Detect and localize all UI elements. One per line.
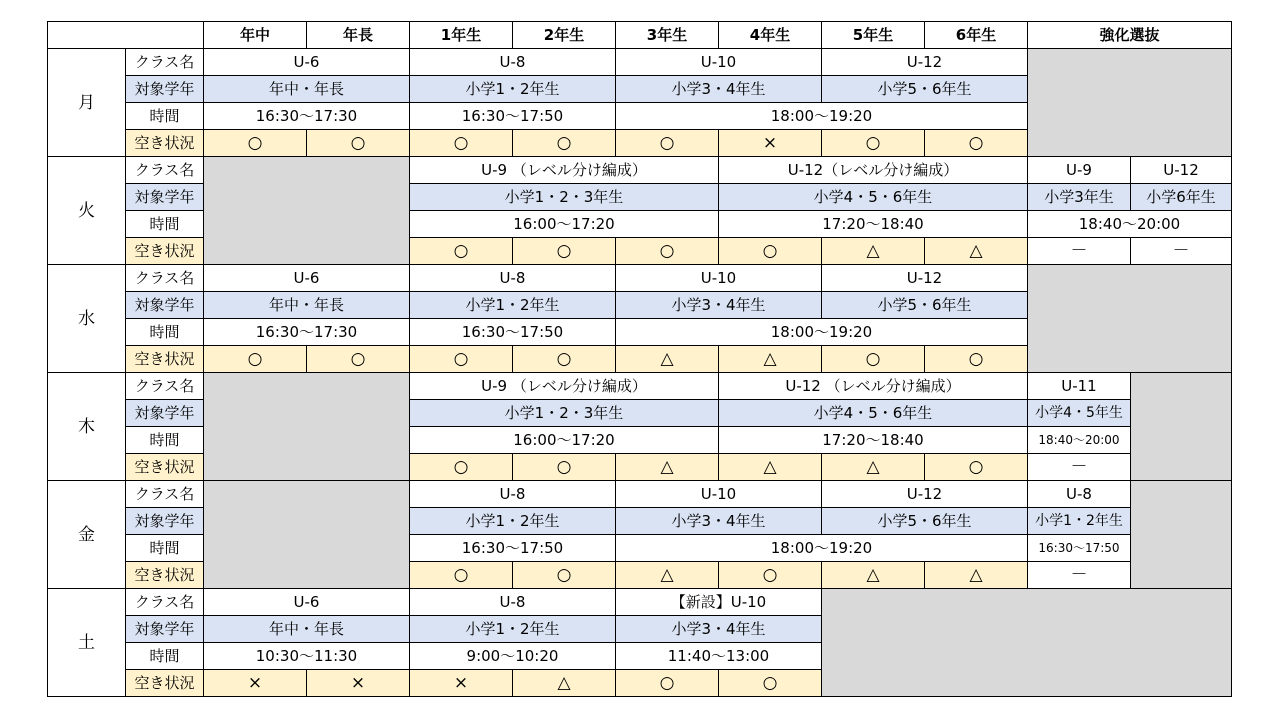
availability-cell: ○	[513, 346, 616, 373]
class-name-cell: U-8	[410, 265, 616, 292]
target-grade-cell: 小学3・4年生	[616, 616, 822, 643]
header-grade-2: 2年生	[513, 22, 616, 49]
header-nenchu: 年中	[204, 22, 307, 49]
target-grade-cell: 小学1・2年生	[1028, 508, 1131, 535]
availability-cell: ○	[513, 454, 616, 481]
target-grade-cell: 小学5・6年生	[822, 76, 1028, 103]
availability-cell: －	[1028, 238, 1131, 265]
header-grade-4: 4年生	[719, 22, 822, 49]
time-cell: 16:30～17:50	[1028, 535, 1131, 562]
availability-cell: ○	[616, 670, 719, 697]
availability-cell: ○	[204, 346, 307, 373]
availability-cell: △	[822, 562, 925, 589]
time-cell: 16:30～17:50	[410, 319, 616, 346]
target-grade-cell: 小学5・6年生	[822, 508, 1028, 535]
empty-cell	[204, 481, 410, 589]
availability-cell: ○	[307, 130, 410, 157]
availability-cell: －	[1028, 454, 1131, 481]
availability-cell: ○	[410, 562, 513, 589]
class-name-cell: U-8	[410, 481, 616, 508]
time-cell: 17:20～18:40	[719, 211, 1028, 238]
time-cell: 10:30～11:30	[204, 643, 410, 670]
class-name-label: クラス名	[126, 49, 204, 76]
availability-cell: ○	[822, 130, 925, 157]
day-label-tue: 火	[48, 157, 126, 265]
class-name-cell: U-10	[616, 265, 822, 292]
target-grade-cell: 小学6年生	[1131, 184, 1232, 211]
target-grade-cell: 小学4・5・6年生	[719, 400, 1028, 427]
time-cell: 16:00～17:20	[410, 427, 719, 454]
class-name-cell: U-12	[822, 49, 1028, 76]
availability-cell: ○	[616, 130, 719, 157]
time-cell: 9:00～10:20	[410, 643, 616, 670]
class-name-cell: U-8	[410, 589, 616, 616]
availability-label: 空き状況	[126, 238, 204, 265]
availability-cell: ○	[925, 346, 1028, 373]
availability-cell: ○	[204, 130, 307, 157]
class-name-cell: U-10	[616, 49, 822, 76]
availability-label: 空き状況	[126, 562, 204, 589]
availability-cell: ○	[410, 130, 513, 157]
day-label-thu: 木	[48, 373, 126, 481]
target-grade-cell: 小学3・4年生	[616, 292, 822, 319]
row-thu-class-row	[48, 373, 1232, 400]
availability-cell: ○	[410, 346, 513, 373]
day-label-mon: 月	[48, 49, 126, 157]
availability-cell: ○	[513, 562, 616, 589]
target-grade-label: 対象学年	[126, 76, 204, 103]
schedule-table	[47, 21, 1232, 697]
day-label-fri: 金	[48, 481, 126, 589]
availability-cell: ×	[307, 670, 410, 697]
class-name-label: クラス名	[126, 157, 204, 184]
empty-cell	[1028, 49, 1232, 157]
availability-cell: △	[925, 238, 1028, 265]
class-name-cell: U-11	[1028, 373, 1131, 400]
target-grade-cell: 小学1・2年生	[410, 292, 616, 319]
class-name-cell: U-9 （レベル分け編成）	[410, 373, 719, 400]
availability-cell: ○	[925, 130, 1028, 157]
row-sat-class-row	[48, 589, 1232, 616]
empty-cell	[822, 589, 1232, 697]
availability-cell: －	[1131, 238, 1232, 265]
row-tue-class-row	[48, 157, 1232, 184]
class-name-cell: U-8	[410, 49, 616, 76]
availability-cell: ○	[616, 238, 719, 265]
availability-label: 空き状況	[126, 346, 204, 373]
availability-cell: ×	[410, 670, 513, 697]
availability-cell: ○	[719, 670, 822, 697]
time-label: 時間	[126, 427, 204, 454]
target-grade-cell: 小学1・2・3年生	[410, 184, 719, 211]
class-name-cell: U-6	[204, 265, 410, 292]
availability-cell: ×	[204, 670, 307, 697]
target-grade-label: 対象学年	[126, 400, 204, 427]
header-grade-5: 5年生	[822, 22, 925, 49]
day-label-sat: 土	[48, 589, 126, 697]
target-grade-cell: 小学1・2年生	[410, 616, 616, 643]
target-grade-cell: 小学1・2・3年生	[410, 400, 719, 427]
availability-cell: ○	[410, 238, 513, 265]
day-label-wed: 水	[48, 265, 126, 373]
class-name-cell: U-6	[204, 49, 410, 76]
availability-cell: ○	[307, 346, 410, 373]
class-name-cell: U-12（レベル分け編成）	[719, 157, 1028, 184]
time-cell: 16:30～17:50	[410, 535, 616, 562]
time-cell: 18:00～19:20	[616, 319, 1028, 346]
target-grade-cell: 小学1・2年生	[410, 76, 616, 103]
empty-cell	[1028, 265, 1232, 373]
time-cell: 17:20～18:40	[719, 427, 1028, 454]
time-cell: 18:00～19:20	[616, 103, 1028, 130]
header-grade-6: 6年生	[925, 22, 1028, 49]
row-mon-class-row	[48, 49, 1232, 76]
target-grade-label: 対象学年	[126, 292, 204, 319]
target-grade-label: 対象学年	[126, 616, 204, 643]
class-name-cell: U-12	[822, 265, 1028, 292]
class-name-cell: U-6	[204, 589, 410, 616]
availability-cell: ○	[719, 238, 822, 265]
target-grade-cell: 年中・年長	[204, 76, 410, 103]
target-grade-cell: 年中・年長	[204, 292, 410, 319]
empty-cell	[204, 373, 410, 481]
class-name-cell: U-12	[822, 481, 1028, 508]
header-corner	[48, 22, 204, 49]
header-row	[48, 22, 1232, 49]
class-name-label: クラス名	[126, 265, 204, 292]
row-wed-class-row	[48, 265, 1232, 292]
header-grade-3: 3年生	[616, 22, 719, 49]
time-label: 時間	[126, 103, 204, 130]
target-grade-label: 対象学年	[126, 184, 204, 211]
time-label: 時間	[126, 643, 204, 670]
availability-cell: △	[719, 454, 822, 481]
empty-cell	[1131, 373, 1232, 481]
availability-cell: △	[616, 454, 719, 481]
time-label: 時間	[126, 319, 204, 346]
target-grade-cell: 小学3年生	[1028, 184, 1131, 211]
time-cell: 11:40～13:00	[616, 643, 822, 670]
class-name-cell: U-12	[1131, 157, 1232, 184]
time-cell: 16:30～17:50	[410, 103, 616, 130]
availability-cell: ○	[410, 454, 513, 481]
availability-cell: △	[925, 562, 1028, 589]
target-grade-cell: 小学3・4年生	[616, 76, 822, 103]
availability-cell: △	[719, 346, 822, 373]
class-name-cell: U-9 （レベル分け編成）	[410, 157, 719, 184]
empty-cell	[204, 157, 410, 265]
class-name-cell: 【新設】U-10	[616, 589, 822, 616]
time-cell: 18:40～20:00	[1028, 427, 1131, 454]
time-label: 時間	[126, 535, 204, 562]
availability-label: 空き状況	[126, 130, 204, 157]
availability-cell: ○	[513, 130, 616, 157]
class-name-label: クラス名	[126, 373, 204, 400]
header-nencho: 年長	[307, 22, 410, 49]
class-name-cell: U-9	[1028, 157, 1131, 184]
time-label: 時間	[126, 211, 204, 238]
time-cell: 18:00～19:20	[616, 535, 1028, 562]
class-name-cell: U-8	[1028, 481, 1131, 508]
target-grade-cell: 小学5・6年生	[822, 292, 1028, 319]
time-cell: 18:40～20:00	[1028, 211, 1232, 238]
header-grade-1: 1年生	[410, 22, 513, 49]
time-cell: 16:30～17:30	[204, 319, 410, 346]
availability-cell: －	[1028, 562, 1131, 589]
availability-cell: △	[616, 346, 719, 373]
target-grade-cell: 小学4・5年生	[1028, 400, 1131, 427]
availability-cell: ○	[513, 238, 616, 265]
schedule-body	[48, 49, 1232, 697]
target-grade-label: 対象学年	[126, 508, 204, 535]
empty-cell	[1131, 481, 1232, 589]
availability-cell: △	[616, 562, 719, 589]
availability-cell: ○	[925, 454, 1028, 481]
target-grade-cell: 小学3・4年生	[616, 508, 822, 535]
target-grade-cell: 年中・年長	[204, 616, 410, 643]
availability-cell: △	[822, 454, 925, 481]
target-grade-cell: 小学4・5・6年生	[719, 184, 1028, 211]
availability-cell: △	[822, 238, 925, 265]
class-name-cell: U-12 （レベル分け編成）	[719, 373, 1028, 400]
time-cell: 16:00～17:20	[410, 211, 719, 238]
row-fri-class-row	[48, 481, 1232, 508]
availability-label: 空き状況	[126, 454, 204, 481]
time-cell: 16:30～17:30	[204, 103, 410, 130]
availability-cell: ○	[719, 562, 822, 589]
class-name-label: クラス名	[126, 589, 204, 616]
target-grade-cell: 小学1・2年生	[410, 508, 616, 535]
availability-cell: ×	[719, 130, 822, 157]
class-name-label: クラス名	[126, 481, 204, 508]
availability-cell: △	[513, 670, 616, 697]
class-name-cell: U-10	[616, 481, 822, 508]
header-selection: 強化選抜	[1028, 22, 1232, 49]
availability-cell: ○	[822, 346, 925, 373]
availability-label: 空き状況	[126, 670, 204, 697]
